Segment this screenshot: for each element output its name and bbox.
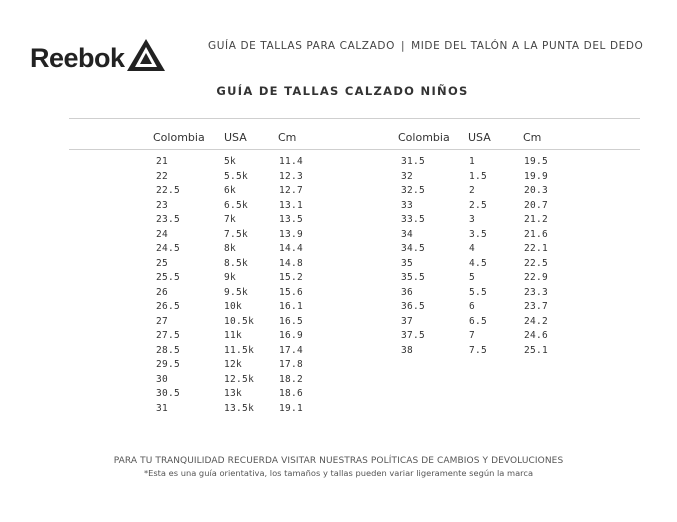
- cm-size-cell: 20.7: [524, 199, 549, 211]
- colombia-size-cell: 31.5: [401, 156, 426, 167]
- cm-size-cell: 12.7: [279, 185, 304, 196]
- colombia-size-cell: 26.5: [156, 301, 181, 312]
- cm-size-cell: 15.6: [279, 286, 304, 298]
- cm-size-cell: 21.6: [524, 228, 549, 240]
- usa-size-cell: 3: [469, 214, 476, 225]
- cm-size-cell: 14.8: [279, 257, 304, 269]
- table-row: [0, 358, 677, 373]
- cm-size-cell: 16.1: [279, 301, 304, 312]
- cm-size-cell: 19.1: [279, 402, 304, 414]
- usa-size-cell: 9k: [224, 272, 237, 283]
- cm-size-cell: 18.6: [279, 388, 304, 399]
- right-col-cm-header: Cm: [523, 131, 542, 144]
- table-row: [0, 271, 677, 286]
- right-size-table: [0, 155, 677, 358]
- colombia-size-cell: 28.5: [156, 344, 181, 356]
- table-row: [0, 242, 677, 257]
- usa-size-cell: 12.5k: [224, 373, 255, 385]
- usa-size-cell: 8.5k: [224, 257, 249, 269]
- right-col-colombia-header: Colombia: [398, 131, 450, 144]
- cm-size-cell: 21.2: [524, 214, 549, 225]
- usa-size-cell: 13.5k: [224, 402, 255, 414]
- colombia-size-cell: 24.5: [156, 243, 181, 254]
- colombia-size-cell: 23.5: [156, 214, 181, 225]
- cm-size-cell: 19.9: [524, 170, 549, 182]
- usa-size-cell: 1: [469, 156, 476, 167]
- colombia-size-cell: 37: [401, 315, 414, 327]
- colombia-size-cell: 30.5: [156, 388, 181, 399]
- cm-size-cell: 13.9: [279, 228, 304, 240]
- table-row: [0, 170, 677, 185]
- colombia-size-cell: 36.5: [401, 301, 426, 312]
- usa-size-cell: 13k: [224, 388, 243, 399]
- table-row: [0, 155, 677, 170]
- usa-size-cell: 11.5k: [224, 344, 255, 356]
- usa-size-cell: 2: [469, 185, 476, 196]
- reebok-delta-icon: [126, 38, 166, 72]
- usa-size-cell: 6.5: [469, 315, 488, 327]
- usa-size-cell: 11k: [224, 330, 243, 341]
- usa-size-cell: 4.5: [469, 257, 488, 269]
- right-col-usa-header: USA: [468, 131, 491, 144]
- footer-disclaimer: *Esta es una guía orientativa, los tamaños y tallas pueden variar ligeramente según la marca: [143, 468, 534, 478]
- colombia-size-cell: 27: [156, 315, 169, 327]
- colombia-size-cell: 36: [401, 286, 414, 298]
- colombia-size-cell: 31: [156, 402, 169, 414]
- colombia-size-cell: 35: [401, 257, 414, 269]
- cm-size-cell: 22.9: [524, 272, 549, 283]
- colombia-size-cell: 34: [401, 228, 414, 240]
- usa-size-cell: 5.5: [469, 286, 488, 298]
- cm-size-cell: 23.7: [524, 301, 549, 312]
- usa-size-cell: 1.5: [469, 170, 488, 182]
- colombia-size-cell: 24: [156, 228, 169, 240]
- usa-size-cell: 5: [469, 272, 476, 283]
- colombia-size-cell: 33.5: [401, 214, 426, 225]
- colombia-size-cell: 22.5: [156, 185, 181, 196]
- usa-size-cell: 7.5k: [224, 228, 249, 240]
- cm-size-cell: 24.6: [524, 330, 549, 341]
- left-col-cm-header: Cm: [278, 131, 297, 144]
- table-row: [0, 257, 677, 272]
- table-row: [0, 329, 677, 344]
- usa-size-cell: 4: [469, 243, 476, 254]
- colombia-size-cell: 35.5: [401, 272, 426, 283]
- colombia-size-cell: 30: [156, 373, 169, 385]
- cm-size-cell: 15.2: [279, 272, 304, 283]
- cm-size-cell: 24.2: [524, 315, 549, 327]
- cm-size-cell: 17.4: [279, 344, 304, 356]
- usa-size-cell: 7: [469, 330, 476, 341]
- usa-size-cell: 3.5: [469, 228, 488, 240]
- colombia-size-cell: 25.5: [156, 272, 181, 283]
- cm-size-cell: 23.3: [524, 286, 549, 298]
- cm-size-cell: 20.3: [524, 185, 549, 196]
- colombia-size-cell: 34.5: [401, 243, 426, 254]
- usa-size-cell: 9.5k: [224, 286, 249, 298]
- table-row: [0, 344, 677, 359]
- table-row: [0, 286, 677, 301]
- header-separator: |: [400, 40, 406, 52]
- top-divider: [69, 118, 640, 119]
- table-row: [0, 387, 677, 402]
- header-divider: [69, 149, 640, 150]
- cm-size-cell: 18.2: [279, 373, 304, 385]
- usa-size-cell: 8k: [224, 243, 237, 254]
- colombia-size-cell: 29.5: [156, 359, 181, 370]
- cm-size-cell: 12.3: [279, 170, 304, 182]
- page-title: GUÍA DE TALLAS CALZADO NIÑOS: [216, 84, 469, 98]
- colombia-size-cell: 23: [156, 199, 169, 211]
- colombia-size-cell: 33: [401, 199, 414, 211]
- usa-size-cell: 7k: [224, 214, 237, 225]
- table-row: [0, 373, 677, 388]
- colombia-size-cell: 26: [156, 286, 169, 298]
- cm-size-cell: 16.9: [279, 330, 304, 341]
- cm-size-cell: 14.4: [279, 243, 304, 254]
- left-col-colombia-header: Colombia: [153, 131, 205, 144]
- brand-wordmark: Reebok: [30, 43, 125, 73]
- footer-policy-note: PARA TU TRANQUILIDAD RECUERDA VISITAR NUESTRAS POLÍTICAS DE CAMBIOS Y DEVOLUCIONES: [113, 456, 564, 466]
- left-col-usa-header: USA: [224, 131, 247, 144]
- table-row: [0, 402, 677, 417]
- cm-size-cell: 11.4: [279, 156, 304, 167]
- colombia-size-cell: 25: [156, 257, 169, 269]
- table-row: [0, 315, 677, 330]
- usa-size-cell: 6: [469, 301, 476, 312]
- cm-size-cell: 25.1: [524, 344, 549, 356]
- header-left-text: GUÍA DE TALLAS PARA CALZADO: [208, 40, 395, 52]
- usa-size-cell: 6k: [224, 185, 237, 196]
- cm-size-cell: 22.1: [524, 243, 549, 254]
- usa-size-cell: 10k: [224, 301, 243, 312]
- colombia-size-cell: 38: [401, 344, 414, 356]
- brand-logo: [30, 38, 166, 72]
- cm-size-cell: 17.8: [279, 359, 304, 370]
- cm-size-cell: 16.5: [279, 315, 304, 327]
- usa-size-cell: 12k: [224, 359, 243, 370]
- usa-size-cell: 10.5k: [224, 315, 255, 327]
- colombia-size-cell: 37.5: [401, 330, 426, 341]
- header-right-text: MIDE DEL TALÓN A LA PUNTA DEL DEDO: [411, 40, 644, 52]
- colombia-size-cell: 32: [401, 170, 414, 182]
- table-row: [0, 184, 677, 199]
- usa-size-cell: 7.5: [469, 344, 488, 356]
- cm-size-cell: 19.5: [524, 156, 549, 167]
- usa-size-cell: 5k: [224, 156, 237, 167]
- usa-size-cell: 5.5k: [224, 170, 249, 182]
- table-row: [0, 199, 677, 214]
- table-row: [0, 300, 677, 315]
- cm-size-cell: 13.5: [279, 214, 304, 225]
- usa-size-cell: 2.5: [469, 199, 488, 211]
- cm-size-cell: 22.5: [524, 257, 549, 269]
- table-row: [0, 228, 677, 243]
- usa-size-cell: 6.5k: [224, 199, 249, 211]
- colombia-size-cell: 27.5: [156, 330, 181, 341]
- header-subtitle: [208, 40, 643, 52]
- colombia-size-cell: 22: [156, 170, 169, 182]
- table-row: [0, 213, 677, 228]
- colombia-size-cell: 21: [156, 156, 169, 167]
- colombia-size-cell: 32.5: [401, 185, 426, 196]
- cm-size-cell: 13.1: [279, 199, 304, 211]
